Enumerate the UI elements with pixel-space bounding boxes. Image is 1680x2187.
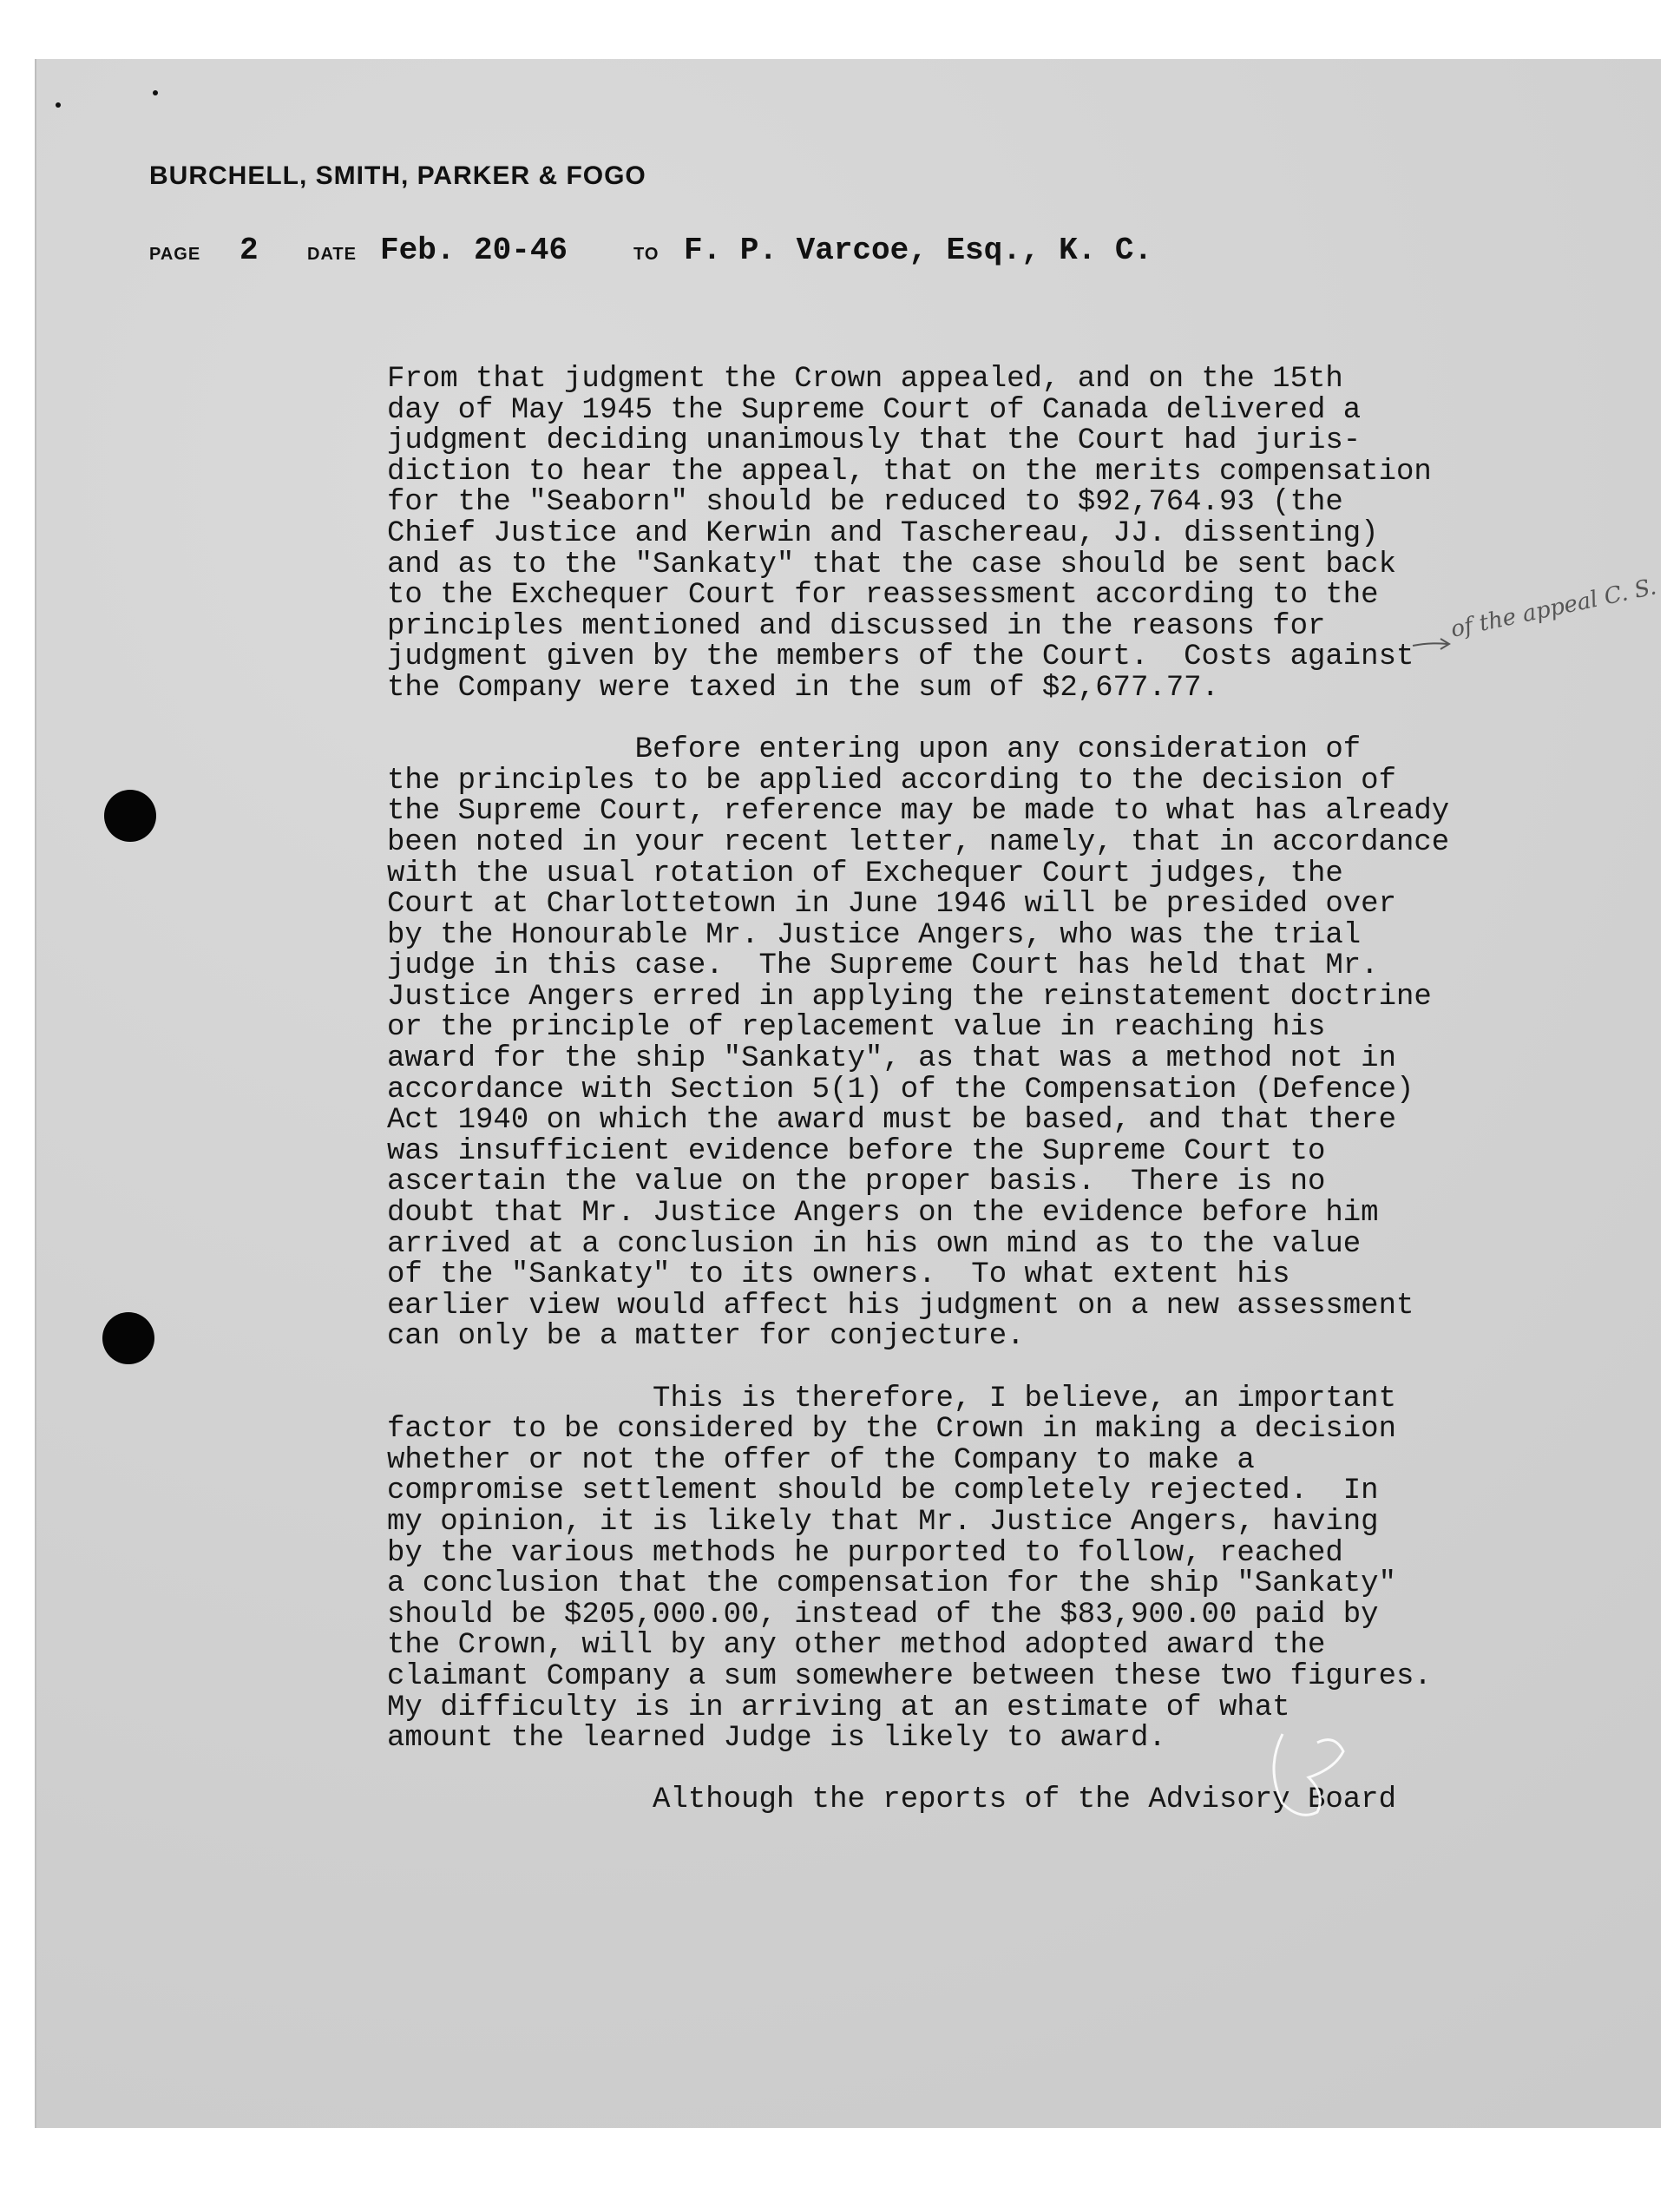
text-line: doubt that Mr. Justice Angers on the evidence before him bbox=[387, 1197, 1379, 1231]
text-line: award for the ship "Sankaty", as that was a method not in bbox=[387, 1042, 1396, 1076]
letterhead-firm-name: BURCHELL, SMITH, PARKER & FOGO bbox=[149, 161, 646, 190]
text-line: to the Exchequer Court for reassessment according to the bbox=[387, 579, 1379, 613]
text-line: earlier view would affect his judgment on a new assessment bbox=[387, 1289, 1414, 1323]
text-line: factor to be considered by the Crown in making a decision bbox=[387, 1413, 1396, 1447]
text-line: should be $205,000.00, instead of the $83,900.00 paid by bbox=[387, 1598, 1379, 1632]
paragraph-gap bbox=[387, 1353, 1559, 1384]
handwritten-margin-note bbox=[1413, 574, 1659, 682]
ink-speck bbox=[56, 102, 61, 108]
paragraph-crown-appeal bbox=[387, 364, 1559, 705]
text-line: This is therefore, I believe, an important bbox=[387, 1382, 1396, 1415]
text-line: a conclusion that the compensation for the ship "Sankaty" bbox=[387, 1567, 1396, 1601]
text-line: Chief Justice and Kerwin and Taschereau, JJ. dissenting) bbox=[387, 516, 1379, 550]
text-line: ascertain the value on the proper basis. There is no bbox=[387, 1166, 1326, 1199]
page-number: 2 bbox=[240, 233, 259, 268]
punch-hole bbox=[104, 790, 156, 842]
text-line: arrived at a conclusion in his own mind as to the value bbox=[387, 1227, 1362, 1261]
text-line: principles mentioned and discussed in the reasons for bbox=[387, 609, 1326, 643]
text-line: was insufficient evidence before the Supreme Court to bbox=[387, 1134, 1326, 1168]
text-line: Although the reports of the Advisory Board bbox=[387, 1783, 1396, 1817]
letter-date: Feb. 20-46 bbox=[380, 233, 568, 268]
date-label: DATE bbox=[307, 245, 357, 264]
text-line: and as to the "Sankaty" that the case should be sent back bbox=[387, 548, 1396, 581]
text-line: claimant Company a sum somewhere between these two figures. bbox=[387, 1659, 1432, 1693]
paragraph-advisory-board bbox=[387, 1785, 1559, 1816]
punch-hole bbox=[102, 1312, 154, 1364]
text-line: Before entering upon any consideration of bbox=[387, 733, 1362, 767]
handwritten-note-text: of the appeal C. S. bbox=[1448, 574, 1659, 643]
ink-speck bbox=[153, 90, 158, 95]
text-line: judgment given by the members of the Court. Costs against bbox=[387, 640, 1414, 674]
text-line: day of May 1945 the Supreme Court of Canada delivered a bbox=[387, 393, 1362, 427]
recipient-label: TO bbox=[633, 245, 660, 264]
letter-body bbox=[387, 364, 1559, 1816]
text-line: with the usual rotation of Exchequer Court judges, the bbox=[387, 857, 1343, 890]
pencil-arrow-stroke bbox=[1413, 643, 1447, 646]
text-line: for the "Seaborn" should be reduced to $92,764.93 (the bbox=[387, 486, 1343, 520]
text-line: been noted in your recent letter, namely, that in accordance bbox=[387, 825, 1450, 859]
paragraph-gap bbox=[387, 1755, 1559, 1786]
text-line: Court at Charlottetown in June 1946 will be presided over bbox=[387, 888, 1396, 922]
pen-scribble-mark bbox=[1248, 1717, 1369, 1838]
text-line: whether or not the offer of the Company to make a bbox=[387, 1443, 1255, 1477]
paragraph-important-factor bbox=[387, 1384, 1559, 1755]
text-line: Justice Angers erred in applying the reinstatement doctrine bbox=[387, 980, 1432, 1014]
text-line: judgment deciding unanimously that the Court had juris- bbox=[387, 424, 1362, 458]
paragraph-gap bbox=[387, 705, 1559, 736]
text-line: My difficulty is in arriving at an estimate of what bbox=[387, 1691, 1290, 1724]
text-line: diction to hear the appeal, that on the merits compensation bbox=[387, 455, 1432, 489]
text-line: accordance with Section 5(1) of the Compensation (Defence) bbox=[387, 1073, 1414, 1107]
text-line: amount the learned Judge is likely to award. bbox=[387, 1722, 1166, 1756]
text-line: From that judgment the Crown appealed, and on the 15th bbox=[387, 363, 1343, 396]
text-line: of the "Sankaty" to its owners. To what extent his bbox=[387, 1258, 1290, 1292]
text-line: by the Honourable Mr. Justice Angers, who was the trial bbox=[387, 918, 1362, 952]
recipient-name: F. P. Varcoe, Esq., K. C. bbox=[684, 233, 1153, 268]
paragraph-principles bbox=[387, 735, 1559, 1353]
text-line: by the various methods he purported to follow, reached bbox=[387, 1536, 1343, 1570]
text-line: my opinion, it is likely that Mr. Justice Angers, having bbox=[387, 1505, 1379, 1539]
page-label: PAGE bbox=[149, 245, 201, 264]
text-line: the principles to be applied according to the decision of bbox=[387, 764, 1396, 798]
text-line: judge in this case. The Supreme Court has held that Mr. bbox=[387, 949, 1379, 983]
text-line: the Company were taxed in the sum of $2,677.77. bbox=[387, 671, 1219, 705]
letter-meta-row bbox=[149, 233, 1451, 274]
text-line: the Supreme Court, reference may be made to what has already bbox=[387, 795, 1450, 829]
text-line: Act 1940 on which the award must be based, and that there bbox=[387, 1104, 1396, 1138]
text-line: or the principle of replacement value in reaching his bbox=[387, 1011, 1326, 1045]
text-line: the Crown, will by any other method adopted award the bbox=[387, 1629, 1326, 1663]
text-line: can only be a matter for conjecture. bbox=[387, 1320, 1025, 1354]
text-line: compromise settlement should be completely rejected. In bbox=[387, 1474, 1379, 1508]
